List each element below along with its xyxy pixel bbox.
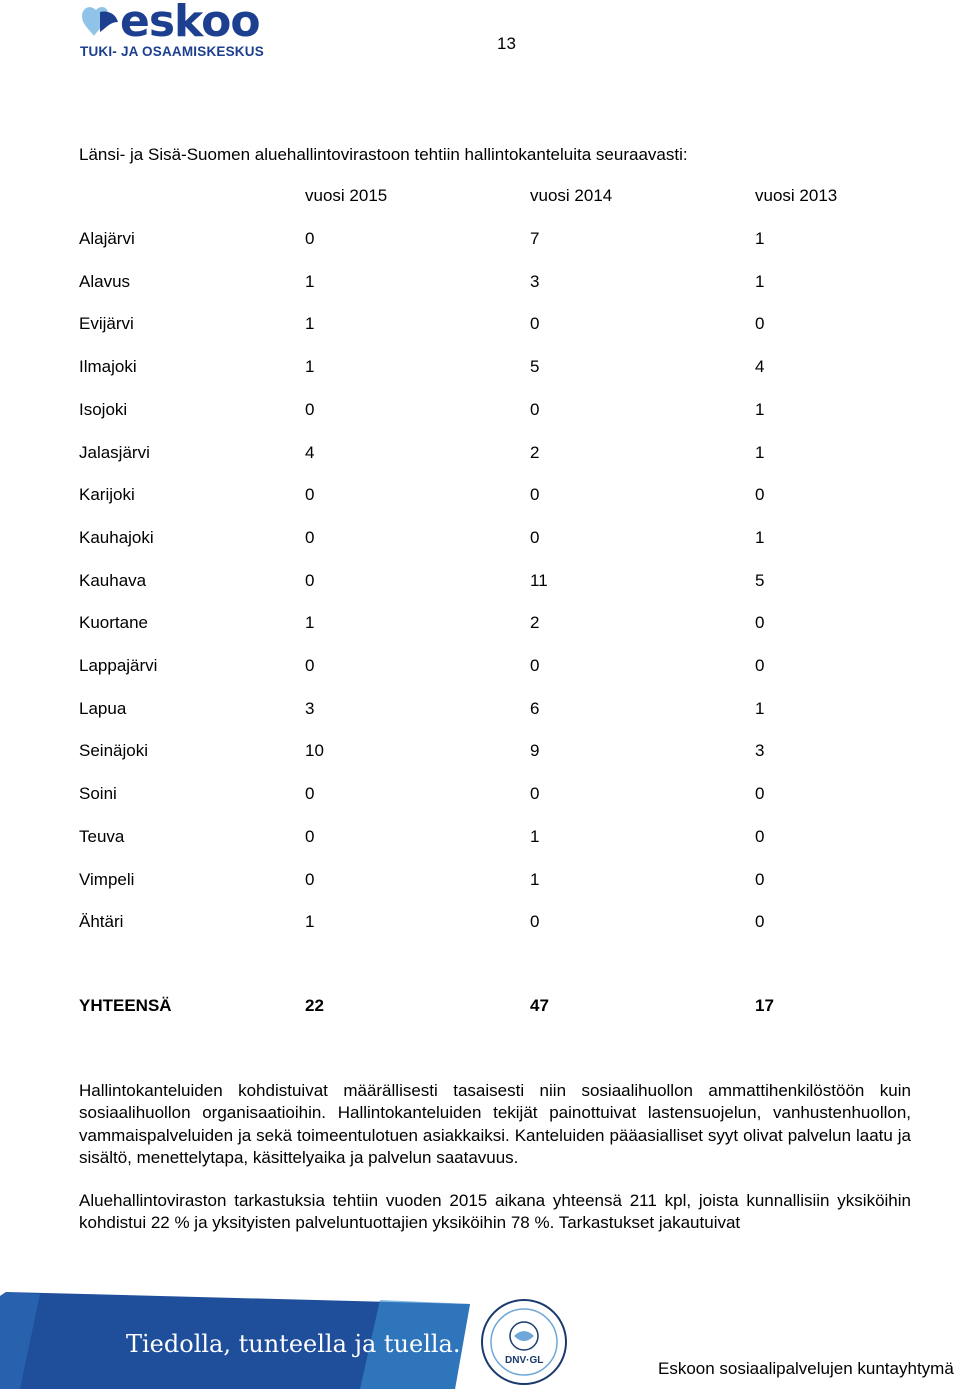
column-header: vuosi 2014 [530, 186, 613, 205]
value-2013: 1 [755, 400, 765, 419]
value-2014: 0 [530, 485, 540, 504]
value-2015: 0 [305, 229, 315, 248]
value-2013: 0 [755, 784, 765, 803]
value-2014: 2 [530, 443, 540, 462]
value-2014: 5 [530, 357, 540, 376]
municipality-name: Ähtäri [79, 912, 124, 931]
value-2013: 0 [755, 485, 765, 504]
intro-text: Länsi- ja Sisä-Suomen aluehallintovirastoon tehtiin hallintokanteluita seuraavasti: [79, 145, 688, 164]
value-2015: 0 [305, 571, 315, 590]
value-2013: 0 [755, 912, 765, 931]
value-2013: 0 [755, 870, 765, 889]
total-2014: 47 [530, 996, 549, 1015]
value-2015: 10 [305, 741, 324, 760]
value-2014: 1 [530, 827, 540, 846]
value-2013: 1 [755, 443, 765, 462]
municipality-name: Alajärvi [79, 229, 135, 248]
value-2014: 0 [530, 314, 540, 333]
value-2014: 6 [530, 699, 540, 718]
value-2013: 1 [755, 229, 765, 248]
value-2014: 9 [530, 741, 540, 760]
value-2015: 0 [305, 656, 315, 675]
municipality-name: Alavus [79, 272, 131, 291]
municipality-name: Ilmajoki [79, 357, 137, 376]
value-2015: 1 [305, 314, 315, 333]
municipality-name: Kauhava [79, 571, 147, 590]
value-2014: 2 [530, 613, 540, 632]
value-2015: 0 [305, 528, 315, 547]
value-2015: 0 [305, 485, 315, 504]
value-2013: 1 [755, 699, 765, 718]
value-2015: 4 [305, 443, 315, 462]
value-2014: 3 [530, 272, 540, 291]
value-2013: 0 [755, 656, 765, 675]
municipality-name: Lappajärvi [79, 656, 158, 675]
company-name: Eskoon sosiaalipalvelujen kuntayhtymä [658, 1359, 954, 1378]
certification-seal-icon [478, 1296, 570, 1388]
value-2013: 0 [755, 827, 765, 846]
eskoo-logo [78, 2, 283, 62]
value-2015: 1 [305, 912, 315, 931]
total-2013: 17 [755, 996, 774, 1015]
total-2015: 22 [305, 996, 324, 1015]
column-header: vuosi 2015 [305, 186, 388, 205]
municipality-name: Kauhajoki [79, 528, 154, 547]
body-paragraph: Hallintokanteluiden kohdistuivat määrällisesti tasaisesti niin sosiaalihuollon ammattihenkilöstöön kuin sosiaalihuollon organisaatioihin. Hallintokanteluiden tekijät painottuivat lastensuojelun, vanhustenhuollon, vammaispalveluiden ja sekä toimeentulotuen asiakkaiksi. Kanteluiden pääasialliset syyt olivat palvelun laatu ja sisältö, menettelytapa, käsittelyaika ja palvelun saatavuus. [79, 1081, 911, 1167]
municipality-name: Jalasjärvi [79, 443, 150, 462]
municipality-name: Soini [79, 784, 117, 803]
municipality-name: Seinäjoki [79, 741, 148, 760]
value-2014: 0 [530, 912, 540, 931]
value-2015: 3 [305, 699, 315, 718]
value-2015: 0 [305, 827, 315, 846]
value-2013: 4 [755, 357, 765, 376]
value-2014: 1 [530, 870, 540, 889]
value-2014: 0 [530, 528, 540, 547]
total-label: YHTEENSÄ [79, 996, 172, 1015]
value-2013: 0 [755, 314, 765, 333]
municipality-name: Evijärvi [79, 314, 134, 333]
page-number: 13 [497, 34, 516, 53]
logo-wordmark: eskoo [120, 0, 260, 47]
municipality-name: Isojoki [79, 400, 128, 419]
municipality-name: Kuortane [79, 613, 148, 632]
logo-subtitle: TUKI- JA OSAAMISKESKUS [80, 44, 264, 59]
municipality-name: Karijoki [79, 485, 135, 504]
body-paragraph: Aluehallintoviraston tarkastuksia tehtiin vuoden 2015 aikana yhteensä 211 kpl, joista kunnallisiin yksiköihin kohdistui 22 % ja yksityisten palveluntuottajien yksiköihin 78 %. Tarkastukset jakautuivat [79, 1191, 911, 1233]
value-2013: 0 [755, 613, 765, 632]
value-2014: 7 [530, 229, 540, 248]
value-2013: 1 [755, 272, 765, 291]
value-2014: 0 [530, 400, 540, 419]
value-2015: 1 [305, 272, 315, 291]
value-2013: 1 [755, 528, 765, 547]
value-2013: 3 [755, 741, 765, 760]
municipality-name: Lapua [79, 699, 127, 718]
value-2014: 0 [530, 784, 540, 803]
bird-icon [78, 2, 122, 44]
footer-slogan: Tiedolla, tunteella ja tuella. [126, 1330, 461, 1358]
value-2015: 0 [305, 784, 315, 803]
value-2014: 0 [530, 656, 540, 675]
value-2014: 11 [530, 571, 548, 590]
value-2015: 0 [305, 870, 315, 889]
value-2013: 5 [755, 571, 765, 590]
value-2015: 1 [305, 357, 315, 376]
column-header: vuosi 2013 [755, 186, 838, 205]
value-2015: 0 [305, 400, 315, 419]
value-2015: 1 [305, 613, 315, 632]
certification-label: DNV·GL [505, 1355, 544, 1366]
municipality-name: Vimpeli [79, 870, 135, 889]
municipality-name: Teuva [79, 827, 125, 846]
